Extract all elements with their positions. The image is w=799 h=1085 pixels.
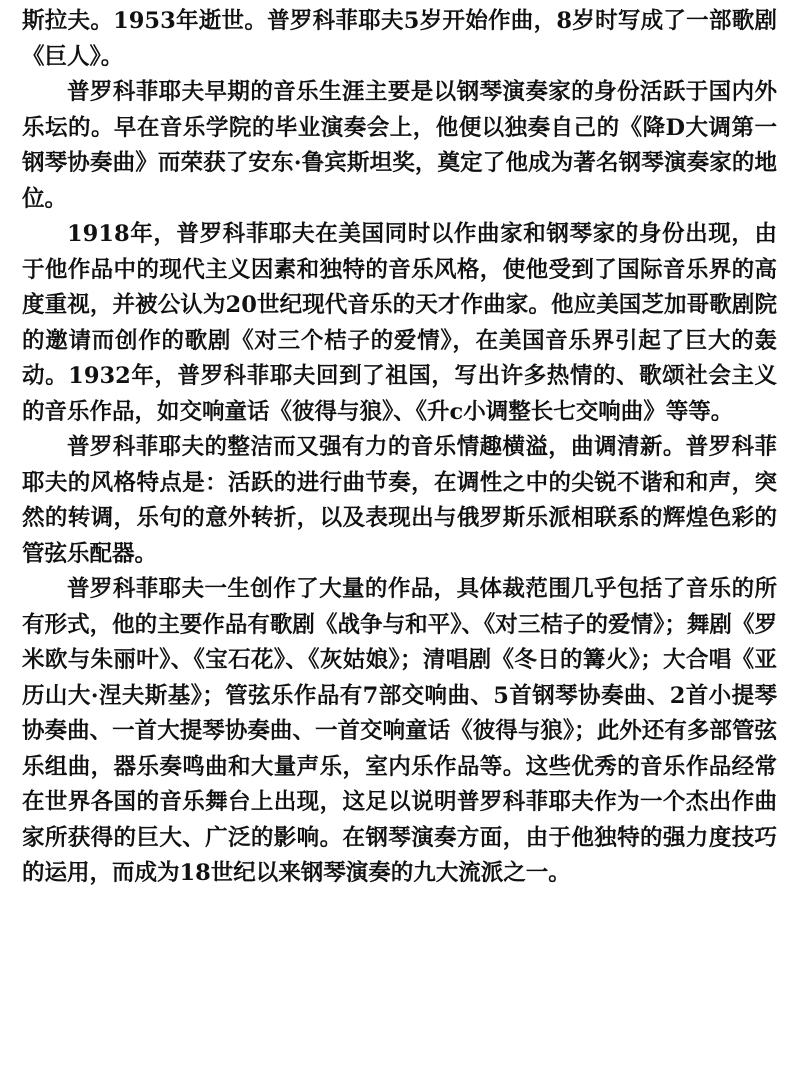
paragraph-1: 斯拉夫。1953年逝世。普罗科菲耶夫5岁开始作曲，8岁时写成了一部歌剧《巨人》。 [22,8,777,70]
paragraph-2: 普罗科菲耶夫早期的音乐生涯主要是以钢琴演奏家的身份活跃于国内外乐坛的。早在音乐学院的毕业演奏会上，他便以独奏自己的《降D大调第一钢琴协奏曲》而荣获了安东·鲁宾斯坦奖，奠定了他成为著名钢琴演奏家的地位。 [22,79,777,212]
paragraph-4: 普罗科菲耶夫的整洁而又强有力的音乐情趣横溢，曲调清新。普罗科菲耶夫的风格特点是：活跃的进行曲节奏，在调性之中的尖锐不谐和和声，突然的转调，乐句的意外转折，以及表现出与俄罗斯乐派相联系的辉煌色彩的管弦乐配器。 [22,434,777,567]
document-page [22,4,777,892]
paragraph-5: 普罗科菲耶夫一生创作了大量的作品，具体裁范围几乎包括了音乐的所有形式，他的主要作品有歌剧《战争与和平》、《对三桔子的爱情》；舞剧《罗米欧与朱丽叶》、《宝石花》、《灰姑娘》；清唱剧《冬日的篝火》；大合唱《亚历山大·涅夫斯基》；管弦乐作品有7部交响曲、5首钢琴协奏曲、2首小提琴协奏曲、一首大提琴协奏曲、一首交响童话《彼得与狼》；此外还有多部管弦乐组曲，器乐奏鸣曲和大量声乐，室内乐作品等。这些优秀的音乐作品经常在世界各国的音乐舞台上出现，这足以说明普罗科菲耶夫作为一个杰出作曲家所获得的巨大、广泛的影响。在钢琴演奏方面，由于他独特的强力度技巧的运用，而成为18世纪以来钢琴演奏的九大流派之一。 [22,576,777,886]
paragraph-3: 1918年，普罗科菲耶夫在美国同时以作曲家和钢琴家的身份出现，由于他作品中的现代主义因素和独特的音乐风格，使他受到了国际音乐界的高度重视，并被公认为20世纪现代音乐的天才作曲家。他应美国芝加哥歌剧院的邀请而创作的歌剧《对三个桔子的爱情》，在美国音乐界引起了巨大的轰动。1932年，普罗科菲耶夫回到了祖国，写出许多热情的、歌颂社会主义的音乐作品，如交响童话《彼得与狼》、《升c小调整长七交响曲》等等。 [22,221,777,425]
